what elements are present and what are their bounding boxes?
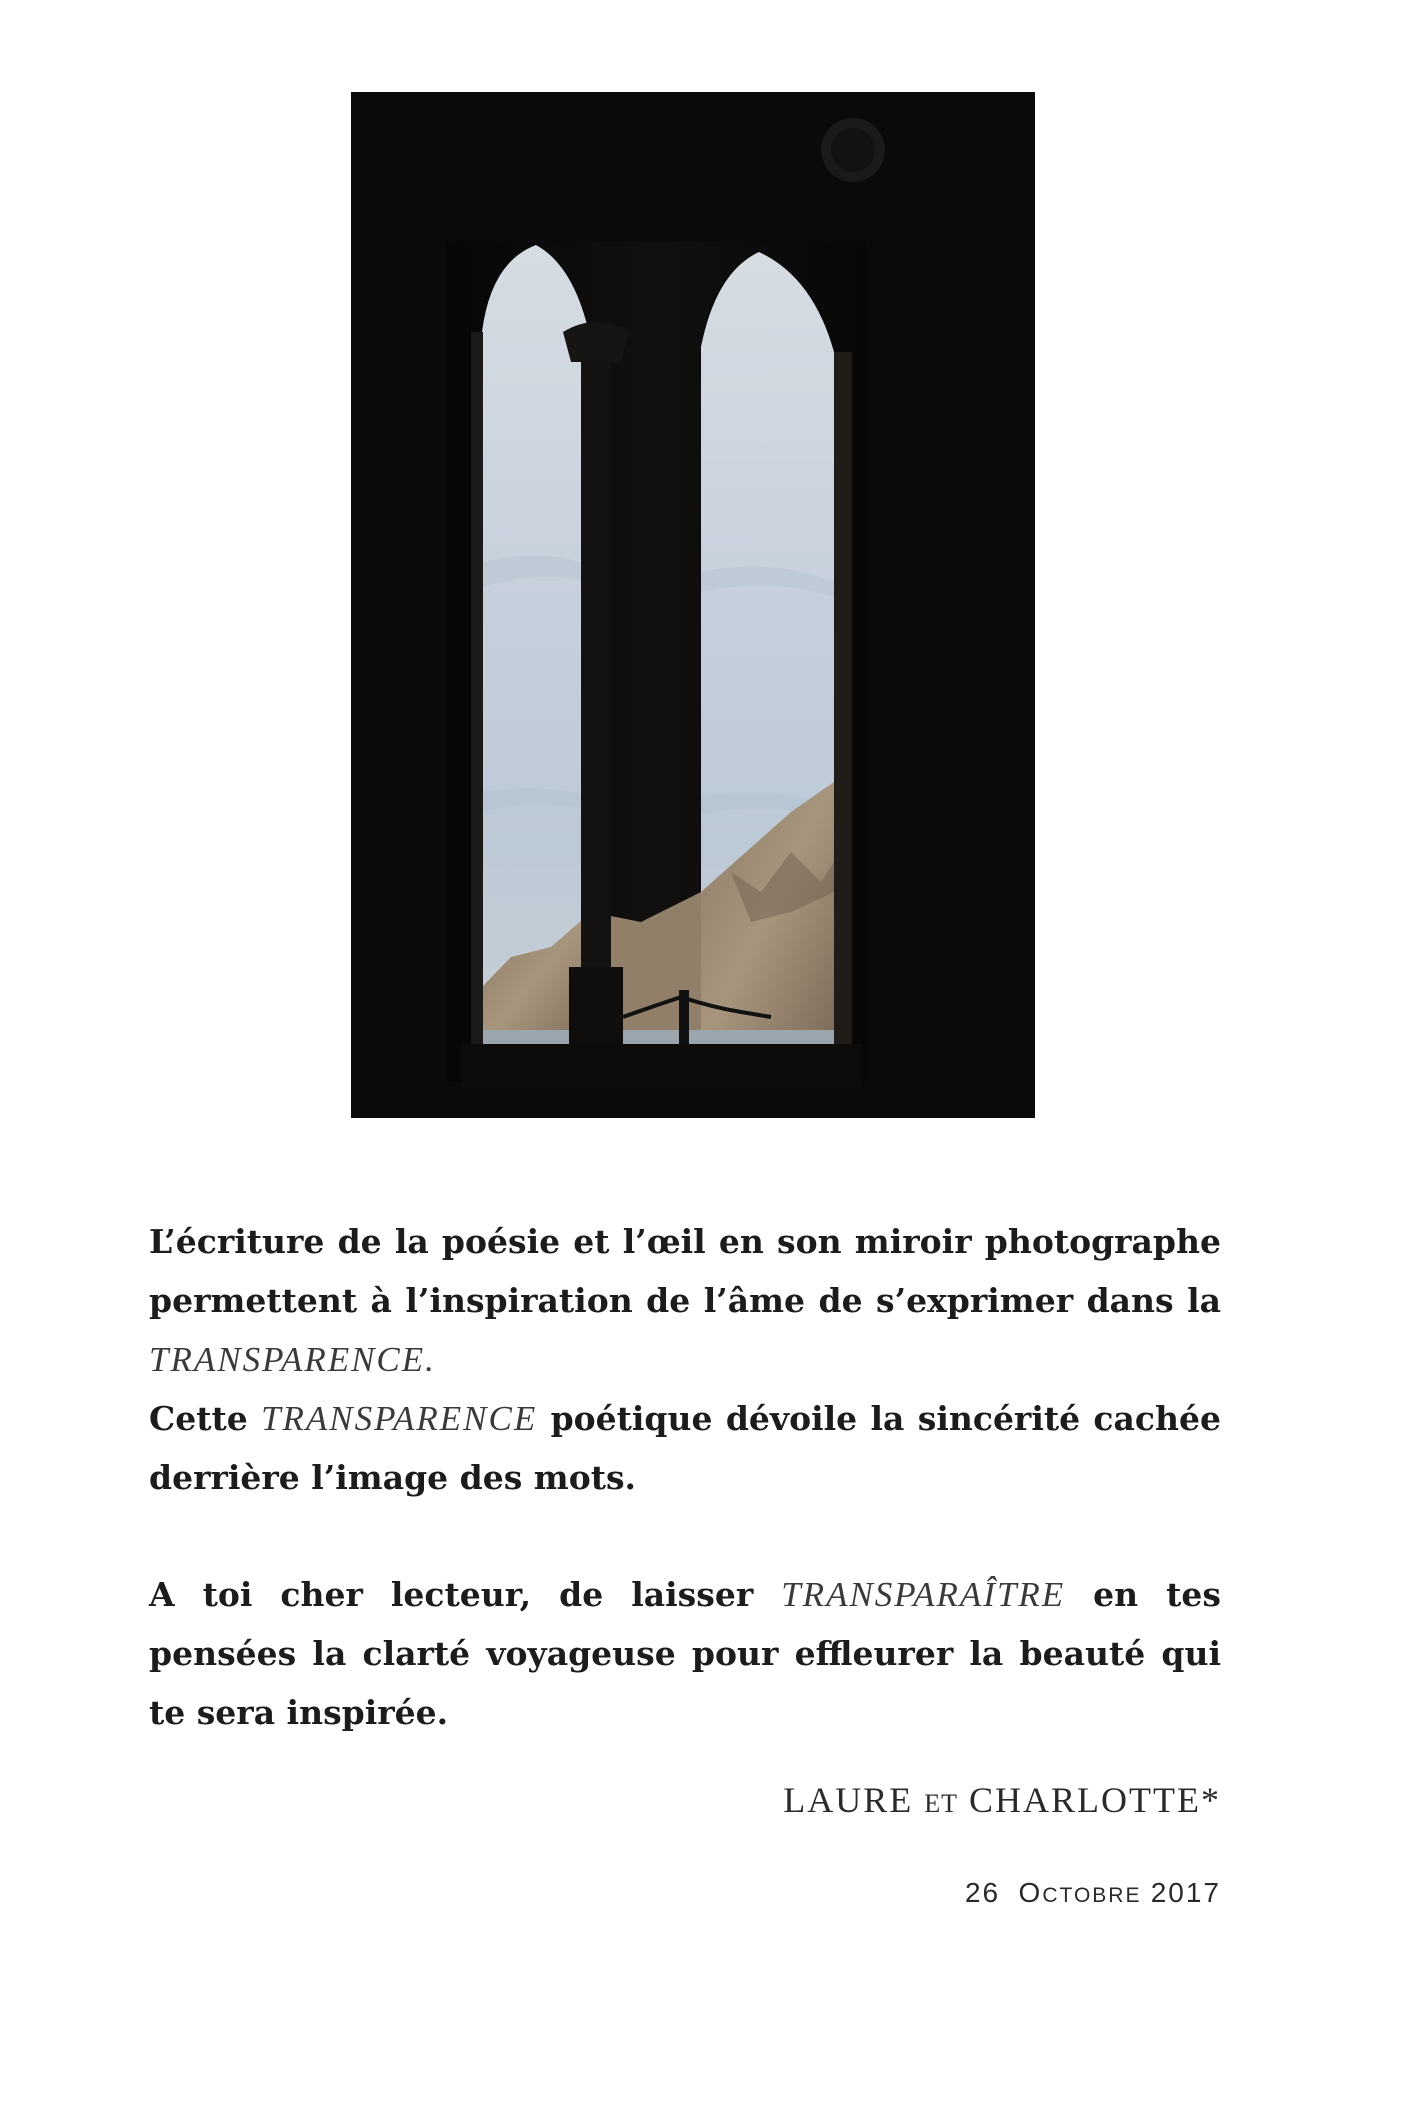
window-photo-illustration bbox=[351, 92, 1035, 1118]
date-year: 2017 bbox=[1150, 1877, 1221, 1908]
paragraph-spacer bbox=[149, 1507, 1221, 1565]
date-day: 26 bbox=[964, 1877, 1001, 1908]
paragraph-3-text-before: A toi cher lecteur, de laisser bbox=[149, 1575, 782, 1614]
paragraph-3-text-after: en tes pensées la clarté voyageuse pour effleurer la beauté qui te sera inspirée. bbox=[149, 1575, 1221, 1732]
paragraph-1-text: L’écriture de la poésie et l’œil en son miroir photographe permettent à l’inspiration de l’âme de s’exprimer dans la bbox=[149, 1222, 1221, 1320]
paragraph-2-emphasis: TRANSPARENCE bbox=[261, 1399, 538, 1438]
signature-conjunction: ET bbox=[924, 1789, 959, 1818]
date bbox=[965, 1877, 1221, 1909]
signature-name-2: CHARLOTTE* bbox=[969, 1780, 1221, 1820]
preface-text bbox=[149, 1212, 1221, 1742]
paragraph-3-emphasis: TRANSPARAÎTRE bbox=[781, 1575, 1066, 1614]
paragraph-1-emphasis: TRANSPARENCE. bbox=[149, 1340, 436, 1379]
window-photograph bbox=[351, 92, 1035, 1118]
date-month-rest: CTOBRE bbox=[1042, 1884, 1142, 1907]
paragraph-3 bbox=[149, 1565, 1221, 1742]
signature-name-1: LAURE bbox=[783, 1780, 914, 1820]
paragraph-2-text-after: poétique dévoile la sincérité cachée derrière l’image des mots. bbox=[149, 1399, 1221, 1497]
date-month-initial: O bbox=[1018, 1877, 1043, 1908]
paragraph-2-text-before: Cette bbox=[149, 1399, 262, 1438]
signature bbox=[783, 1779, 1221, 1821]
paragraph-2 bbox=[149, 1389, 1221, 1507]
paragraph-1 bbox=[149, 1212, 1221, 1389]
